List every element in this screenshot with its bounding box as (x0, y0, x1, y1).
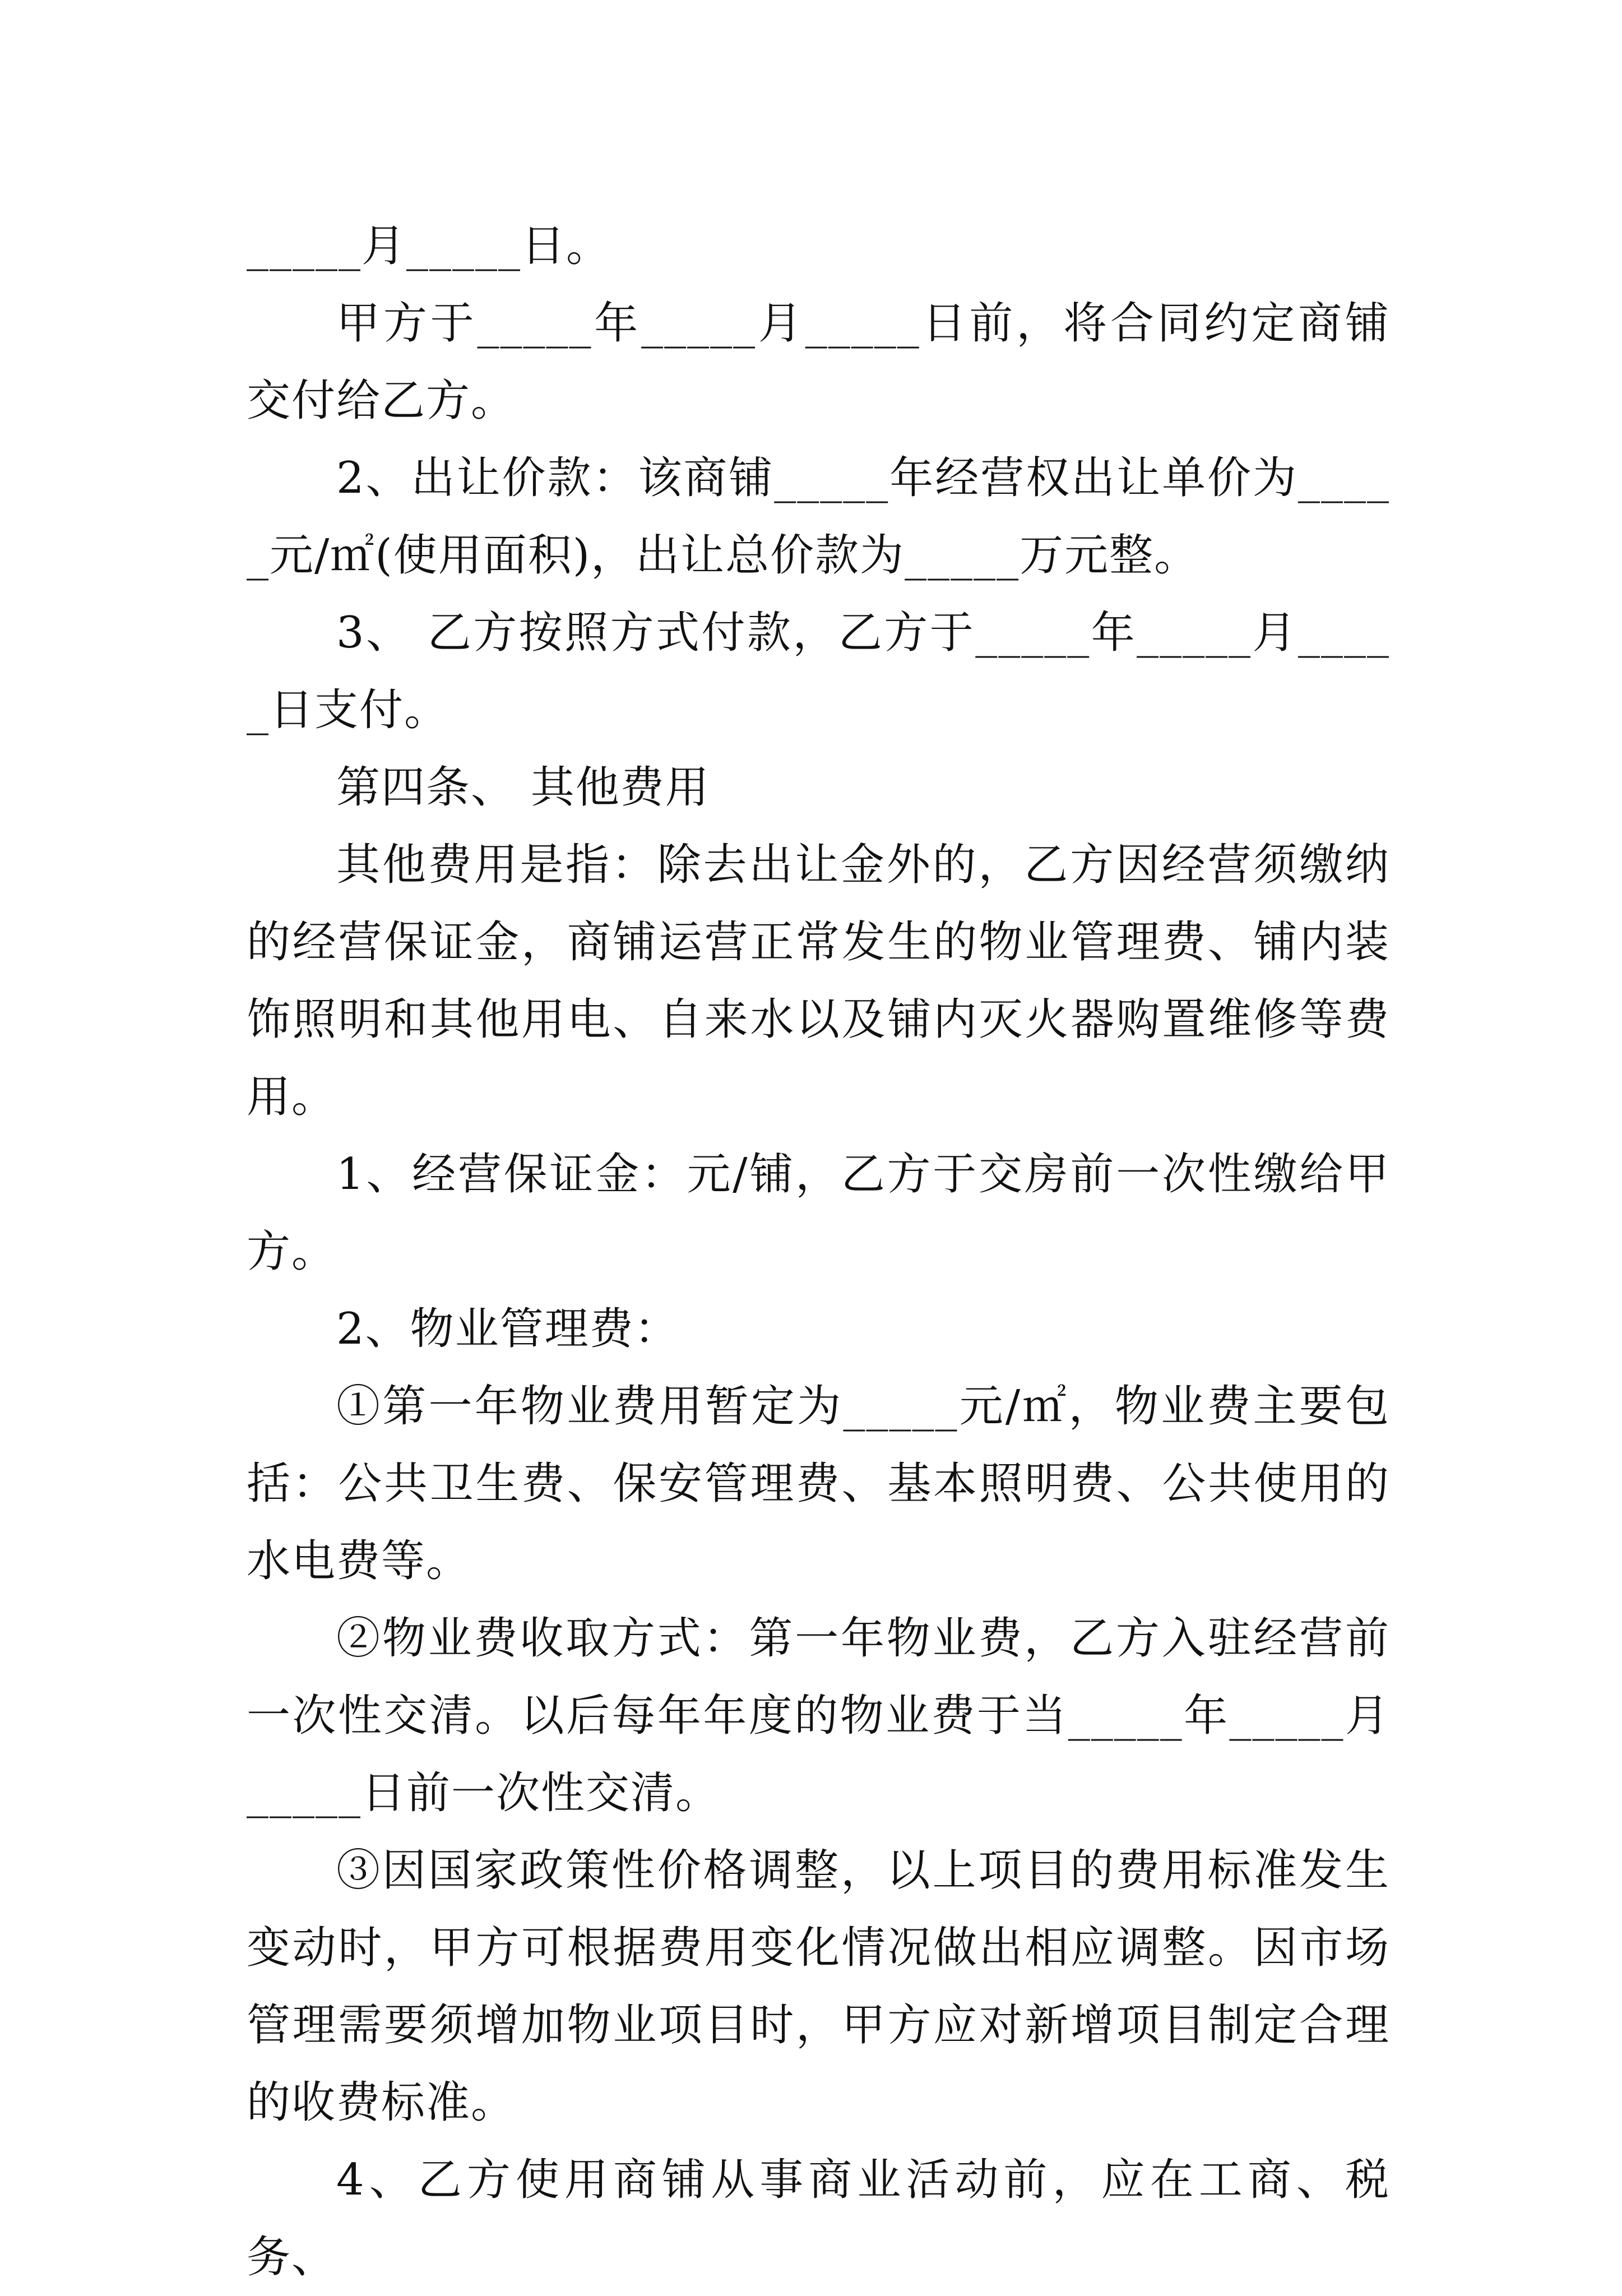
paragraph-business-registration: 4、乙方使用商铺从事商业活动前，应在工商、税务、 (247, 2155, 1390, 2283)
paragraph-property-fee-collection: ②物业费收取方式：第一年物业费，乙方入驻经营前一次性交清。以后每年年度的物业费于当_____年_____月_____日前一次性交清。 (247, 1613, 1390, 1818)
contract-body (247, 207, 1390, 2296)
article-heading-other-fees: 第四条、 其他费用 (336, 762, 710, 813)
paragraph-fee-adjustment: ③因国家政策性价格调整，以上项目的费用标准发生变动时，甲方可根据费用变化情况做出相应调整。因市场管理需要须增加物业项目时，甲方应对新增项目制定合理的收费标准。 (247, 1845, 1390, 2128)
paragraph-property-fee-first-year: ①第一年物业费用暂定为_____元/㎡，物业费主要包括：公共卫生费、保安管理费、基本照明费、公共使用的水电费等。 (247, 1381, 1390, 1586)
paragraph-payment-method: 3、 乙方按照方式付款，乙方于_____年_____月_____日支付。 (247, 608, 1390, 735)
paragraph-date-continuation: _____月_____日。 (247, 221, 611, 271)
paragraph-property-fee-heading: 2、物业管理费： (336, 1304, 679, 1354)
paragraph-transfer-price: 2、出让价款：该商铺_____年经营权出让单价为_____元/㎡(使用面积)，出让总价款为_____万元整。 (247, 453, 1390, 581)
paragraph-operating-deposit: 1、经营保证金：元/铺，乙方于交房前一次性缴给甲方。 (247, 1149, 1390, 1277)
paragraph-other-fees-definition: 其他费用是指：除去出让金外的，乙方因经营须缴纳的经营保证金，商铺运营正常发生的物业管理费、铺内装饰照明和其他用电、自来水以及铺内灭火器购置维修等费用。 (247, 840, 1390, 1122)
paragraph-delivery-date: 甲方于_____年_____月_____日前，将合同约定商铺交付给乙方。 (247, 298, 1390, 426)
